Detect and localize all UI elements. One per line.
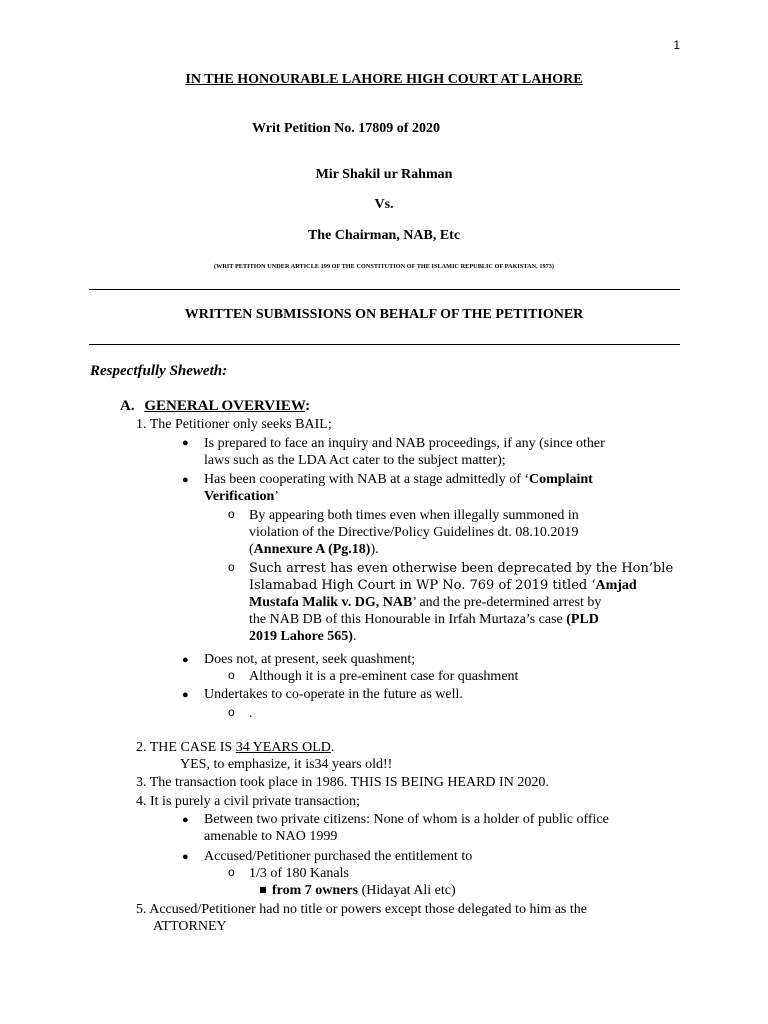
submission-title: WRITTEN SUBMISSIONS ON BEHALF OF THE PETITIONER	[184, 307, 584, 322]
list-item-1-bullet-1-line-2: laws such as the LDA Act cater to the subject matter);	[204, 453, 506, 468]
text-run-bold: from 7 owners	[272, 883, 359, 898]
square-bullet-icon	[260, 887, 266, 893]
bullet-icon: ●	[182, 654, 189, 666]
section-heading-colon: :	[305, 398, 311, 414]
section-heading-text: GENERAL OVERVIEW	[144, 398, 306, 414]
list-item-1-sub-2-line-3	[249, 594, 601, 611]
writ-petition-number: Writ Petition No. 17809 of 2020	[252, 121, 440, 136]
list-item-1-sub-2-line-5	[249, 628, 356, 645]
list-item-4-bullet-2-sub-1: 1/3 of 180 Kanals	[249, 866, 349, 881]
text-run-bold: 2019 Lahore 565)	[249, 629, 353, 644]
text-run-bold: (PLD	[566, 612, 599, 627]
text-run: (	[249, 542, 254, 557]
divider-top	[89, 289, 680, 290]
page-number: 1	[673, 38, 680, 52]
list-item-1-sub-2-line-2	[249, 577, 637, 594]
bullet-icon: ●	[182, 689, 189, 701]
list-item-2-emphasis: YES, to emphasize, it is34 years old!!	[180, 757, 393, 772]
list-item-1-sub-1-line-2: violation of the Directive/Policy Guidelines dt. 08.10.2019	[249, 525, 579, 540]
bullet-icon: ●	[182, 851, 189, 863]
list-item-1-bullet-1-line-1: Is prepared to face an inquiry and NAB proceedings, if any (since other	[204, 436, 605, 451]
text-run-underlined: 34 YEARS OLD	[235, 740, 331, 755]
divider-bottom	[89, 344, 680, 345]
text-run: ).	[370, 542, 379, 557]
text-run: .	[352, 629, 357, 644]
text-run-bold: Mustafa Malik v. DG, NAB	[249, 595, 413, 610]
list-item-3: 3. The transaction took place in 1986. THIS IS BEING HEARD IN 2020.	[136, 775, 549, 790]
list-item-1-bullet-2-line-1	[204, 471, 593, 488]
circle-bullet-icon: o	[228, 705, 235, 719]
circle-bullet-icon: o	[228, 668, 235, 682]
list-item-1-sub-1-line-1: By appearing both times even when illegally summoned in	[249, 508, 579, 523]
court-title: IN THE HONOURABLE LAHORE HIGH COURT AT LAHORE	[185, 72, 583, 87]
text-run: .	[330, 740, 335, 755]
list-item-1-bullet-4-sub-1: .	[249, 706, 253, 721]
text-run: 2. THE CASE IS	[136, 740, 236, 755]
list-item-4-bullet-2-sub-1-owners	[272, 882, 456, 899]
list-item-4-bullet-1-line-2: amenable to NAO 1999	[204, 829, 338, 844]
list-item-2	[136, 739, 334, 756]
text-run: ’	[274, 489, 279, 504]
text-run: Islamabad High Court in WP No. 769 of 2019 titled ‘	[249, 578, 596, 593]
versus-label: Vs.	[374, 197, 394, 212]
salutation: Respectfully Sheweth:	[90, 363, 228, 379]
text-run-bold: Complaint	[529, 472, 593, 487]
list-item-1-sub-2-line-1: Such arrest has even otherwise been deprecated by the Hon’ble	[249, 561, 674, 576]
list-item-5-line-2: ATTORNEY	[153, 919, 227, 934]
list-item-4-bullet-1-line-1: Between two private citizens: None of whom is a holder of public office	[204, 812, 609, 827]
text-run-bold: Annexure A (Pg.18)	[253, 542, 371, 557]
section-marker: A.	[120, 398, 135, 414]
petitioner-name: Mir Shakil ur Rahman	[315, 167, 453, 182]
text-run: the NAB DB of this Honourable in Irfah Murtaza’s case	[249, 612, 567, 627]
text-run: Has been cooperating with NAB at a stage admittedly of ‘	[204, 472, 530, 487]
circle-bullet-icon: o	[228, 865, 235, 879]
text-run: (Hidayat Ali etc)	[358, 883, 456, 898]
circle-bullet-icon: o	[228, 507, 235, 521]
list-item-4: 4. It is purely a civil private transaction;	[136, 794, 360, 809]
list-item-1-bullet-3-sub-1: Although it is a pre-eminent case for quashment	[249, 669, 519, 684]
section-a-heading	[120, 398, 310, 415]
bullet-icon: ●	[182, 474, 189, 486]
list-item-1: 1. The Petitioner only seeks BAIL;	[136, 417, 332, 432]
list-item-5-line-1: 5. Accused/Petitioner had no title or powers except those delegated to him as the	[136, 902, 587, 917]
list-item-1-bullet-4: Undertakes to co-operate in the future as well.	[204, 687, 463, 702]
bullet-icon: ●	[182, 437, 189, 449]
text-run-bold: Verification	[204, 489, 275, 504]
list-item-1-bullet-3: Does not, at present, seek quashment;	[204, 652, 416, 667]
bullet-icon: ●	[182, 814, 189, 826]
petition-note: (WRIT PETITION UNDER ARTICLE 199 OF THE CONSTITUTION OF THE ISLAMIC REPUBLIC OF PAKISTAN, 1973)	[213, 263, 555, 270]
circle-bullet-icon: o	[228, 560, 235, 574]
list-item-1-sub-2-line-4	[249, 611, 599, 628]
list-item-1-sub-1-line-3	[249, 541, 379, 558]
text-run-bold: Amjad	[595, 578, 637, 593]
list-item-1-bullet-2-line-2	[204, 488, 279, 505]
text-run: ’ and the pre-determined arrest by	[412, 595, 602, 610]
respondent-name: The Chairman, NAB, Etc	[307, 228, 461, 243]
list-item-4-bullet-2: Accused/Petitioner purchased the entitlement to	[204, 849, 473, 864]
